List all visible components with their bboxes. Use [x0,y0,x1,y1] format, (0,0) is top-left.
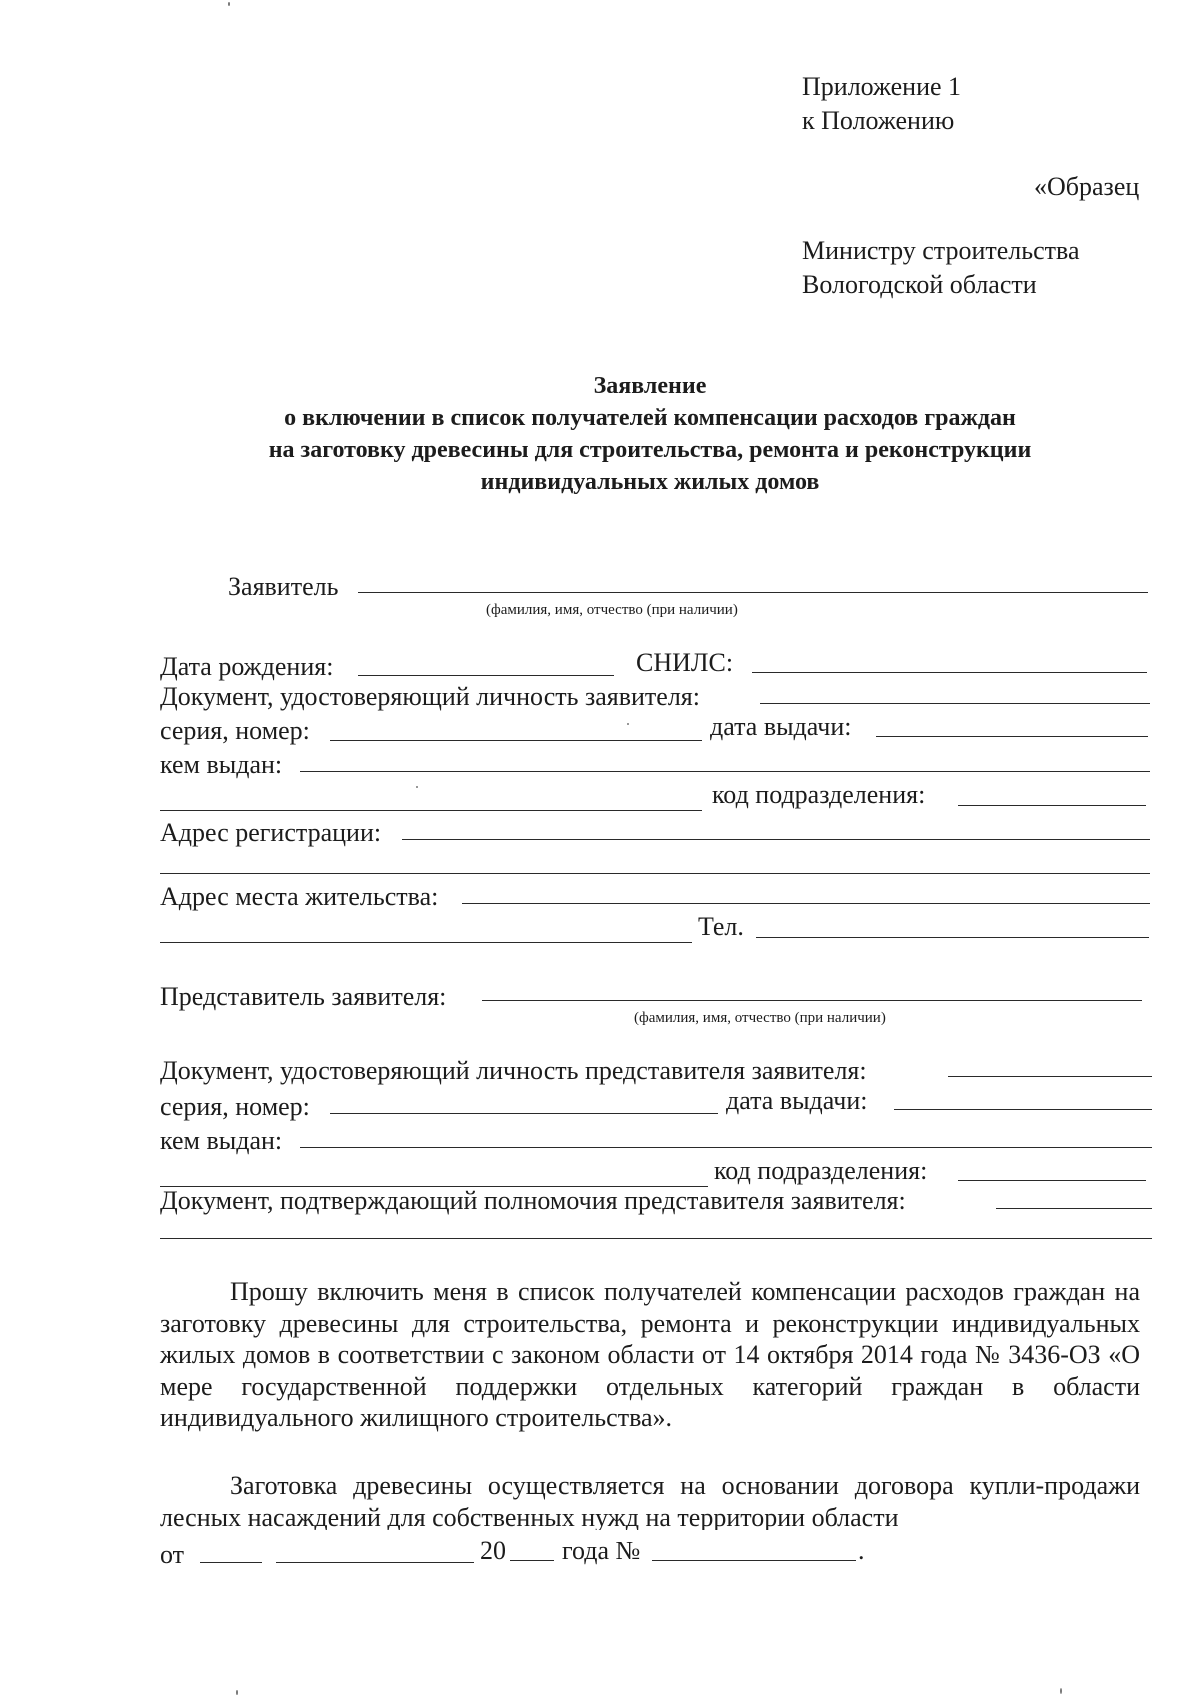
contract-day-field[interactable] [200,1562,262,1563]
applicant-issued-by-field[interactable] [300,771,1150,772]
representative-division-code-label: код подразделения: [714,1156,928,1185]
applicant-division-code-field[interactable] [958,805,1146,806]
representative-issued-by-label: кем выдан: [160,1126,283,1155]
residence-address-label: Адрес места жительства: [160,882,439,911]
applicant-name-caption: (фамилия, имя, отчество (при наличии) [486,602,738,618]
document-title-line-2: о включении в список получателей компенсации расходов граждан [284,405,1016,431]
representative-name-field[interactable] [482,1000,1142,1001]
representative-issued-by-field[interactable] [300,1147,1152,1148]
representative-division-code-field[interactable] [958,1180,1146,1181]
snils-label: СНИЛС: [636,648,734,677]
representative-issue-date-field[interactable] [894,1109,1152,1110]
sample-label: «Образец [1034,172,1140,201]
representative-authority-document-field-continued[interactable] [160,1238,1152,1239]
request-paragraph: Прошу включить меня в список получателей компенсации расходов граждан на заготовку древесины для строительства, ремонта и реконструкции индивидуальных жилых домов в соответствии с законом области от 14 октября 2014 года № 3436-ОЗ «О мере государственной поддержки отдельных категорий граждан в области индивидуального жилищного строительства». [160,1277,1140,1432]
contract-from-label: от [160,1540,185,1569]
representative-label: Представитель заявителя: [160,982,447,1011]
applicant-label: Заявитель [228,572,339,601]
applicant-id-document-field[interactable] [760,703,1150,704]
scan-speck [627,723,629,725]
contract-month-field[interactable] [276,1562,474,1563]
appendix-number: Приложение 1 [802,72,962,101]
representative-authority-document-label: Документ, подтверждающий полномочия представителя заявителя: [160,1186,906,1215]
representative-series-number-label: серия, номер: [160,1092,310,1121]
contract-year-suffix: года № [562,1536,641,1565]
contract-end-period: . [858,1536,865,1565]
birth-date-label: Дата рождения: [160,652,334,681]
contract-number-field[interactable] [652,1560,856,1561]
representative-name-caption: (фамилия, имя, отчество (при наличии) [634,1010,886,1026]
representative-issue-date-label: дата выдачи: [726,1086,868,1115]
representative-id-document-field[interactable] [948,1076,1152,1077]
residence-address-field[interactable] [462,903,1150,904]
applicant-series-number-label: серия, номер: [160,716,310,745]
applicant-id-document-label: Документ, удостоверяющий личность заявителя: [160,682,700,711]
birth-date-field[interactable] [358,675,614,676]
applicant-issue-date-field[interactable] [876,736,1148,737]
applicant-issued-by-label: кем выдан: [160,750,283,779]
scan-speck [1060,1688,1062,1694]
scan-speck [236,1690,238,1695]
representative-id-document-label: Документ, удостоверяющий личность представителя заявителя: [160,1056,867,1085]
document-title-line-3: на заготовку древесины для строительства, ремонта и реконструкции [268,437,1032,463]
scan-speck [416,786,418,788]
applicant-issued-by-field-continued[interactable] [160,810,702,811]
registration-address-field[interactable] [402,839,1150,840]
contract-year-prefix: 20 [480,1536,506,1565]
document-title: Заявление [593,373,707,399]
contract-year-field[interactable] [510,1560,554,1561]
registration-address-field-continued[interactable] [160,873,1150,874]
harvest-paragraph: Заготовка древесины осуществляется на основании договора купли-продажи лесных насаждений для собственных нужд на территории области [160,1471,1140,1530]
residence-address-field-continued[interactable] [160,942,692,943]
registration-address-label: Адрес регистрации: [160,818,382,847]
applicant-issue-date-label: дата выдачи: [710,712,852,741]
snils-field[interactable] [752,672,1147,673]
appendix-reference: к Положению [802,106,955,135]
applicant-series-number-field[interactable] [330,740,702,741]
phone-label: Тел. [698,912,744,941]
addressee-line-1: Министру строительства [802,236,1080,265]
applicant-name-field[interactable] [358,592,1148,593]
representative-series-number-field[interactable] [330,1113,718,1114]
phone-field[interactable] [756,937,1149,938]
document-title-line-4: индивидуальных жилых домов [480,469,820,495]
representative-authority-document-field[interactable] [996,1208,1152,1209]
applicant-division-code-label: код подразделения: [712,780,926,809]
scan-speck [228,2,230,6]
addressee-line-2: Вологодской области [802,270,1037,299]
